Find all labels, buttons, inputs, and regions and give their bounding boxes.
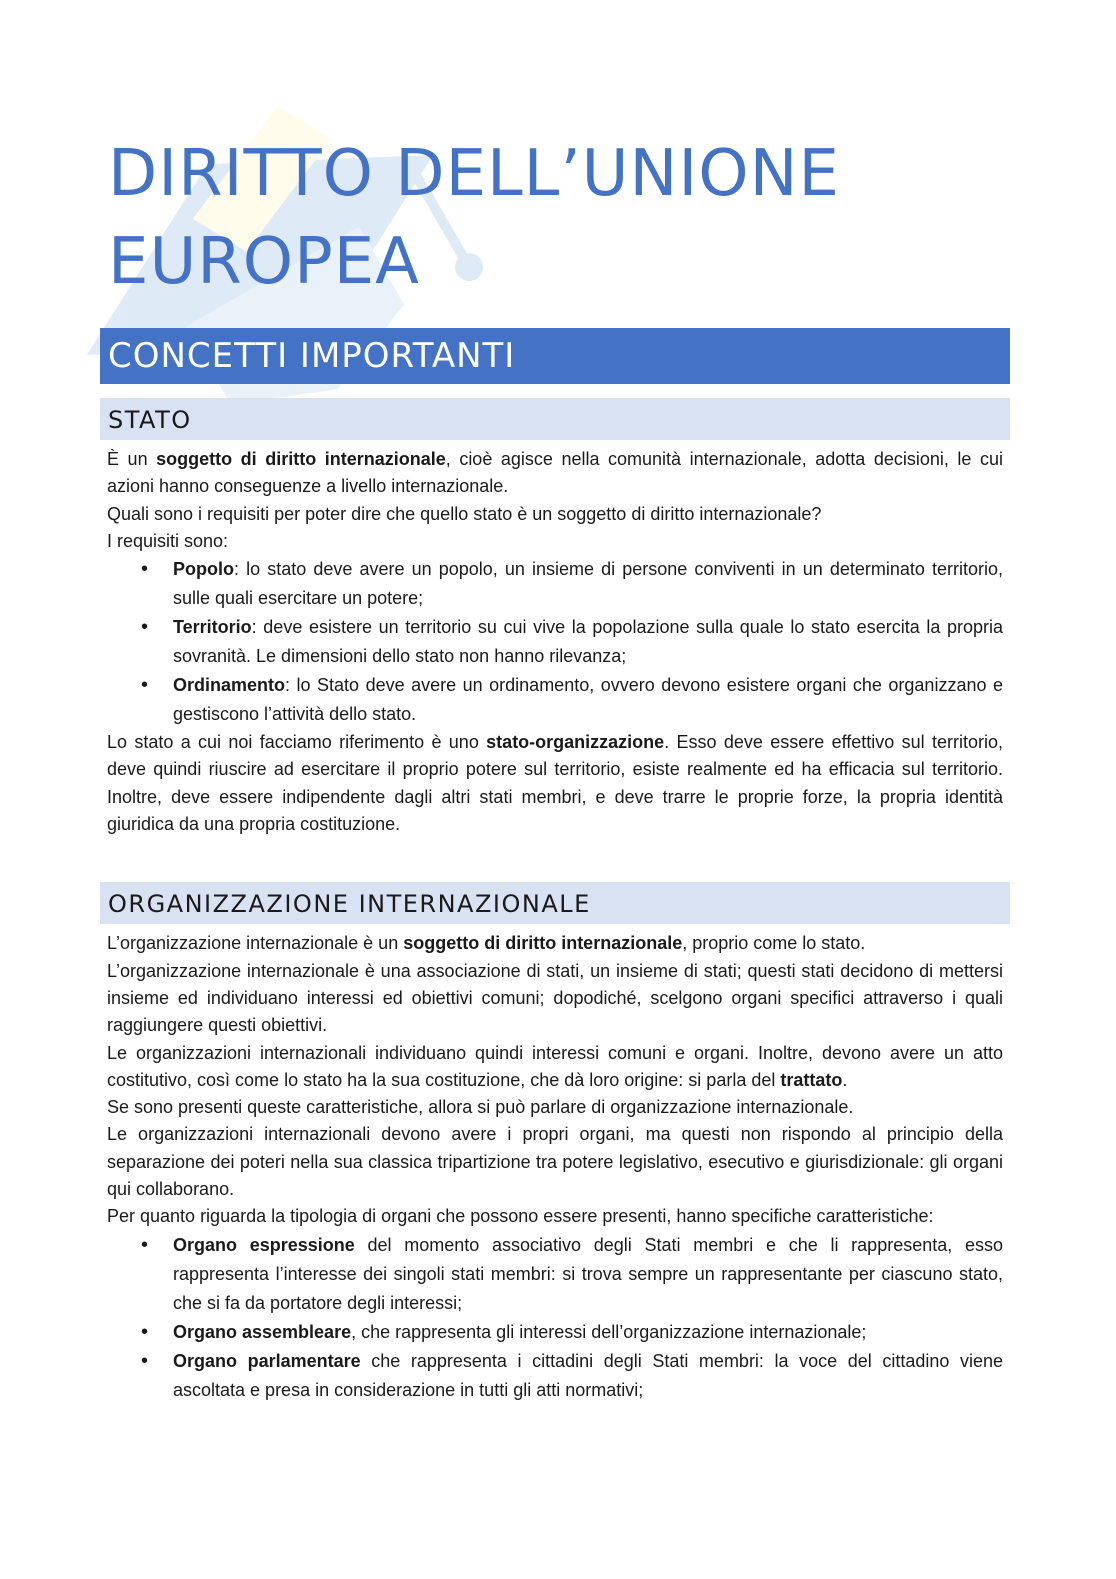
text-run: Lo stato a cui noi facciamo riferimento è uno — [107, 732, 487, 753]
text-run: . — [842, 1069, 848, 1090]
bold-term: trattato — [780, 1069, 843, 1090]
list-item-text: del momento associativo degli Stati membri e che li rappresenta, esso rappresenta l’interesse dei singoli stati membri: si trova sempre un rappresentante per ciascuno stato, che si fa da portatore degli interessi; — [173, 1234, 1003, 1313]
list-item-text: : lo stato deve avere un popolo, un insieme di persone conviventi in un determinato territorio, sulle quali esercitare un potere; — [173, 559, 1003, 609]
org-paragraph-4: Se sono presenti queste caratteristiche, allora si può parlare di organizzazione internazionale. — [107, 1097, 854, 1118]
list-item-term: Organo parlamentare — [173, 1350, 361, 1371]
text-run: , cioè agisce nella comunità internazionale, adotta decisioni, le cui azioni hanno conseguenze a livello internazionale. — [107, 449, 1003, 497]
organi-list — [107, 1231, 1003, 1405]
list-item-term: Organo espressione — [173, 1234, 355, 1255]
list-item — [173, 671, 1003, 729]
text-run: L’organizzazione internazionale è un — [107, 933, 404, 954]
text-run: Le organizzazioni internazionali individuano quindi interessi comuni e organi. Inoltre, devono avere un atto costitutivo, così come lo stato ha la sua costituzione, che dà loro origine: si parla del — [107, 1042, 1003, 1090]
subsection-heading-stato: STATO — [100, 398, 1010, 440]
list-item-text: : lo Stato deve avere un ordinamento, ovvero devono esistere organi che organizzano e gestiscono l’attività dello stato. — [173, 675, 1003, 725]
list-item-term: Popolo — [173, 559, 234, 580]
bold-term: soggetto di diritto internazionale — [156, 449, 446, 469]
stato-body — [100, 446, 1010, 838]
org-paragraph-2: L’organizzazione internazionale è una associazione di stati, un insieme di stati; questi stati decidono di mettersi insieme ed individuano interessi ed obiettivi comuni; dopodiché, scelgono organi specifici attraverso i quali raggiungere questi obiettivi. — [107, 960, 1003, 1036]
list-item-term: Territorio — [173, 617, 252, 638]
text-run: . Esso deve essere effettivo sul territorio, deve quindi riuscire ad esercitare il proprio potere sul territorio, esiste realmente ed ha efficacia sul territorio. Inoltre, deve essere indipendente dagli altri stati membri, e deve trarre le proprie forze, la propria identità giuridica da una propria costituzione. — [107, 732, 1003, 835]
document-title — [108, 130, 1010, 306]
org-paragraph-6: Per quanto riguarda la tipologia di organi che possono essere presenti, hanno specifiche caratteristiche: — [107, 1206, 934, 1227]
subsection-heading-organizzazione: ORGANIZZAZIONE INTERNAZIONALE — [100, 882, 1010, 924]
list-item — [173, 1231, 1003, 1318]
org-paragraph-1 — [107, 930, 1003, 957]
list-item-term: Ordinamento — [173, 675, 286, 696]
list-item — [173, 1347, 1003, 1405]
stato-paragraph-4 — [107, 729, 1003, 838]
stato-paragraph-1 — [107, 446, 1003, 501]
organizzazione-body — [100, 930, 1010, 1404]
list-item-text: , che rappresenta gli interessi dell’organizzazione internazionale; — [351, 1321, 867, 1342]
list-item-text: che rappresenta i cittadini degli Stati membri: la voce del cittadino viene ascoltata e presa in considerazione in tutti gli atti normativi; — [173, 1350, 1004, 1400]
requisiti-list — [107, 555, 1003, 729]
bold-term: soggetto di diritto internazionale — [403, 933, 683, 954]
document-page — [100, 130, 1010, 1405]
org-paragraph-5: Le organizzazioni internazionali devono avere i propri organi, ma questi non rispondo al principio della separazione dei poteri nella sua classica tripartizione tra potere legislativo, esecutivo e giurisdizionale: gli organi qui collaborano. — [107, 1124, 1003, 1200]
bold-term: stato-organizzazione — [486, 732, 665, 753]
stato-paragraph-2: Quali sono i requisiti per poter dire che quello stato è un soggetto di diritto internazionale? — [107, 503, 822, 524]
list-item — [173, 1318, 1003, 1347]
list-item — [173, 555, 1003, 613]
stato-paragraph-3: I requisiti sono: — [107, 530, 229, 551]
org-paragraph-3 — [107, 1040, 1003, 1095]
section-heading-concetti: CONCETTI IMPORTANTI — [100, 328, 1010, 384]
list-item-text: : deve esistere un territorio su cui vive la popolazione sulla quale lo stato esercita la propria sovranità. Le dimensioni dello stato non hanno rilevanza; — [173, 617, 1003, 667]
document-title-line-2: EUROPEA — [108, 225, 420, 299]
document-title-line-1: DIRITTO DELL’UNIONE — [108, 137, 840, 211]
text-run: È un — [107, 449, 157, 469]
list-item-term: Organo assembleare — [173, 1321, 352, 1342]
text-run: , proprio come lo stato. — [682, 933, 866, 954]
list-item — [173, 613, 1003, 671]
